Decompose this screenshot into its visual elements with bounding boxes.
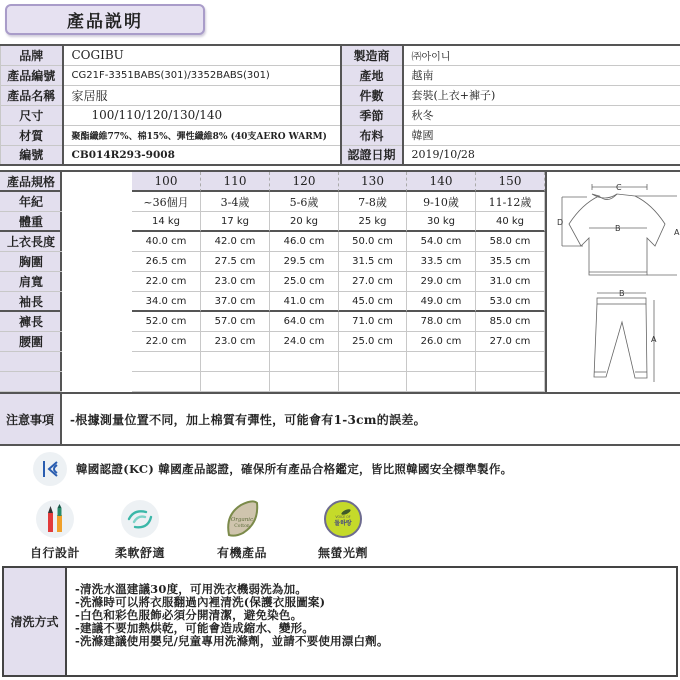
svg-text:Cotton: Cotton [234, 524, 250, 529]
size-cell: 7-8歲 [339, 192, 407, 212]
size-cell: 14 kg [132, 212, 201, 232]
spec-label-serial: 編號 [1, 145, 63, 165]
size-cell: 29.0 cm [407, 272, 476, 292]
spec-label-origin: 產地 [341, 65, 403, 85]
size-cell [132, 372, 201, 392]
size-cell: 26.0 cm [407, 332, 476, 352]
size-header-4: 140 [407, 172, 476, 192]
kc-certification-icon [33, 452, 67, 486]
size-cell: 5-6歲 [270, 192, 339, 212]
size-header-2: 120 [270, 172, 339, 192]
size-cell: 54.0 cm [407, 232, 476, 252]
size-chart [0, 170, 680, 394]
spec-label-product-name: 產品名稱 [1, 85, 63, 105]
spec-label-manufacturer: 製造商 [341, 45, 403, 65]
feature-label-organic: 有機產品 [216, 546, 267, 560]
feature-soft-comfort [100, 500, 180, 561]
size-cell: 9-10歲 [407, 192, 476, 212]
spec-row-product-code [1, 65, 680, 85]
spec-value-material: 聚酯纖維77%、棉15%、彈性纖維8% (40支AERO WARM) [63, 125, 341, 145]
size-cell: 27.0 cm [339, 272, 407, 292]
size-cell: 58.0 cm [476, 232, 545, 252]
size-label-top-length: 上衣長度 [0, 232, 62, 252]
spec-value-brand: COGIBU [63, 45, 341, 65]
diagram-label-d: D [557, 218, 564, 227]
size-cell: 37.0 cm [201, 292, 270, 312]
spec-row-serial [1, 145, 680, 165]
size-cell: 41.0 cm [270, 292, 339, 312]
spec-row-size [1, 105, 680, 125]
size-cell [476, 352, 545, 372]
size-cell [270, 352, 339, 372]
diagram-label-b-pants: B [619, 289, 625, 298]
size-cell: ~36個月 [132, 192, 201, 212]
feature-label-self-design: 自行設計 [29, 546, 80, 560]
feature-label-no-fluorescent: 無螢光劑 [317, 546, 368, 560]
size-label-weight: 體重 [0, 212, 62, 232]
size-label-age: 年紀 [0, 192, 62, 212]
washing-line-3: -白色和彩色服飾必須分開清潔，避免染色。 [75, 608, 303, 622]
notes-label: 注意事項 [0, 394, 62, 444]
size-cell: 33.5 cm [407, 252, 476, 272]
size-cell: 11-12歲 [476, 192, 545, 212]
spec-label-season: 季節 [341, 105, 403, 125]
size-cell: 22.0 cm [132, 272, 201, 292]
diagram-label-c: C [616, 183, 622, 192]
size-cell [339, 352, 407, 372]
spec-row-material [1, 125, 680, 145]
spec-value-manufacturer: ㈜아이니 [403, 45, 680, 65]
size-header-3: 130 [339, 172, 407, 192]
diagram-label-a-top: A [674, 228, 680, 237]
size-cell [132, 352, 201, 372]
size-cell: 25 kg [339, 212, 407, 232]
size-cell [201, 372, 270, 392]
size-cell: 49.0 cm [407, 292, 476, 312]
svg-text:VOICE OF: VOICE OF [335, 515, 351, 519]
spec-row-brand [1, 45, 680, 65]
size-label-pants-length: 褲長 [0, 312, 62, 332]
size-label-waist: 腰圍 [0, 332, 62, 352]
size-cell: 3-4歲 [201, 192, 270, 212]
size-cell: 46.0 cm [270, 232, 339, 252]
no-fluorescent-badge-icon [324, 500, 362, 538]
size-header-5: 150 [476, 172, 545, 192]
size-cell: 31.5 cm [339, 252, 407, 272]
washing-line-2: -洗滌時可以將衣服翻過內裡清洗(保護衣服圖案) [75, 595, 326, 609]
spec-value-size: 100/110/120/130/140 [63, 105, 341, 125]
spec-label-cert-date: 認證日期 [341, 145, 403, 165]
spec-label-fabric: 布料 [341, 125, 403, 145]
spec-value-product-code: CG21F-3351BABS(301)/3352BABS(301) [63, 65, 341, 85]
size-cell [407, 372, 476, 392]
size-label-shoulder: 肩寬 [0, 272, 62, 292]
washing-line-4: -建議不要加熱烘乾，可能會造成縮水、變形。 [75, 621, 314, 635]
size-header-1: 110 [201, 172, 270, 192]
notes-section [0, 394, 680, 446]
size-cell: 27.0 cm [476, 332, 545, 352]
size-cell: 35.5 cm [476, 252, 545, 272]
size-cell: 30 kg [407, 212, 476, 232]
spec-value-fabric: 韓國 [403, 125, 680, 145]
size-cell [339, 372, 407, 392]
washing-line-1: -清洗水溫建議30度，可用洗衣機弱洗為加。 [75, 582, 307, 596]
size-cell: 57.0 cm [201, 312, 270, 332]
organic-cotton-leaf-icon [223, 500, 261, 538]
size-cell: 50.0 cm [339, 232, 407, 252]
spec-value-season: 秋冬 [403, 105, 680, 125]
size-cell: 71.0 cm [339, 312, 407, 332]
spec-row-product-name [1, 85, 680, 105]
size-diagram [545, 172, 680, 392]
spec-label-product-code: 產品編號 [1, 65, 63, 85]
spec-label-pieces: 件數 [341, 85, 403, 105]
feature-self-design [15, 500, 95, 561]
size-cell: 52.0 cm [132, 312, 201, 332]
notes-text: -根據測量位置不同，加上棉質有彈性，可能會有1-3cm的誤差。 [70, 412, 426, 427]
size-cell: 25.0 cm [339, 332, 407, 352]
spec-label-size: 尺寸 [1, 105, 63, 125]
size-cell: 24.0 cm [270, 332, 339, 352]
size-label-chest: 胸圍 [0, 252, 62, 272]
size-cell [270, 372, 339, 392]
size-cell: 31.0 cm [476, 272, 545, 292]
spec-label-brand: 品牌 [1, 45, 63, 65]
svg-text:돌하랑: 돌하랑 [334, 520, 352, 527]
size-cell [407, 352, 476, 372]
feature-no-fluorescent [303, 500, 383, 561]
spec-label-material: 材質 [1, 125, 63, 145]
feature-organic [202, 500, 282, 561]
size-cell: 40.0 cm [132, 232, 201, 252]
washing-label: 清洗方式 [4, 568, 67, 675]
size-cell: 40 kg [476, 212, 545, 232]
size-cell: 64.0 cm [270, 312, 339, 332]
size-cell: 22.0 cm [132, 332, 201, 352]
size-cell [201, 352, 270, 372]
spec-value-serial: CB014R293-9008 [63, 145, 341, 165]
size-cell: 53.0 cm [476, 292, 545, 312]
spec-value-product-name: 家居服 [63, 85, 341, 105]
page-title: 產品説明 [5, 4, 205, 35]
size-cell: 34.0 cm [132, 292, 201, 312]
size-cell: 20 kg [270, 212, 339, 232]
size-header-0: 100 [132, 172, 201, 192]
washing-list [75, 583, 389, 648]
size-cell [476, 372, 545, 392]
size-cell: 23.0 cm [201, 332, 270, 352]
size-label-empty-2 [0, 372, 62, 392]
svg-text:Organic: Organic [230, 517, 254, 523]
kc-certification-text: 韓國認證(KC) 韓國產品認證，確保所有產品合格鑑定，皆比照韓國安全標準製作。 [76, 462, 513, 476]
size-cell: 27.5 cm [201, 252, 270, 272]
washing-line-5: -洗滌建議使用嬰兒/兒童專用洗滌劑，並請不要使用漂白劑。 [75, 634, 389, 648]
garment-measurement-diagram [547, 172, 680, 392]
size-cell: 42.0 cm [201, 232, 270, 252]
size-label-empty-1 [0, 352, 62, 372]
size-cell: 25.0 cm [270, 272, 339, 292]
feature-label-soft-comfort: 柔軟舒適 [114, 546, 165, 560]
size-cell: 85.0 cm [476, 312, 545, 332]
diagram-label-b-top: B [615, 224, 621, 233]
kc-certification-row [33, 451, 512, 487]
size-cell: 17 kg [201, 212, 270, 232]
size-cell: 45.0 cm [339, 292, 407, 312]
product-spec-table [0, 44, 680, 166]
size-cell: 29.5 cm [270, 252, 339, 272]
size-cell: 26.5 cm [132, 252, 201, 272]
pencil-brush-icon [36, 500, 74, 538]
size-cell: 78.0 cm [407, 312, 476, 332]
diagram-label-a-pants: A [651, 335, 657, 344]
spec-value-origin: 越南 [403, 65, 680, 85]
size-label-spec: 產品規格 [0, 172, 62, 192]
size-label-sleeve: 袖長 [0, 292, 62, 312]
washing-instructions [2, 566, 678, 677]
spec-value-pieces: 套裝(上衣+褲子) [403, 85, 680, 105]
size-chart-label-column [0, 172, 62, 392]
size-cell: 23.0 cm [201, 272, 270, 292]
spec-value-cert-date: 2019/10/28 [403, 145, 680, 165]
soft-swirl-icon [121, 500, 159, 538]
